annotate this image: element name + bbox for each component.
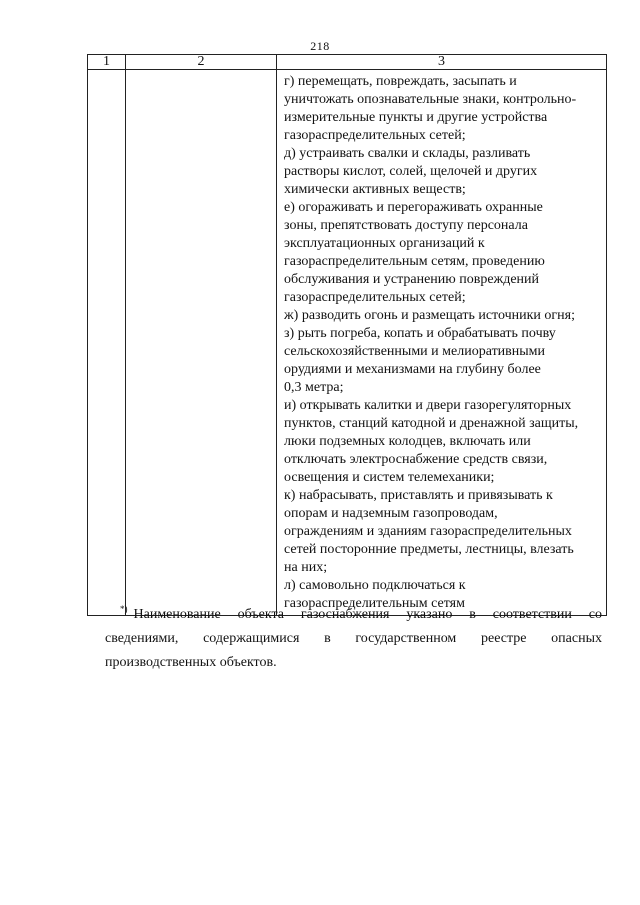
restriction-line: ж) разводить огонь и размещать источники огня; xyxy=(284,308,575,323)
restriction-line: ограждениям и зданиям газораспределительных xyxy=(284,524,572,539)
restriction-line: отключать электроснабжение средств связи, xyxy=(284,452,548,467)
restriction-line: измерительные пункты и другие устройства xyxy=(284,110,548,125)
page-number: 218 xyxy=(310,39,330,53)
restriction-line: растворы кислот, солей, щелочей и других xyxy=(284,164,538,179)
restriction-line: сетей посторонние предметы, лестницы, влезать xyxy=(284,542,574,557)
restriction-line: на них; xyxy=(284,560,328,575)
restriction-line: г) перемещать, повреждать, засыпать и xyxy=(284,74,517,89)
restriction-line: л) самовольно подключаться к xyxy=(284,578,466,593)
column-header-2: 2 xyxy=(126,55,277,70)
restriction-line: сельскохозяйственными и мелиоративными xyxy=(284,344,546,359)
footnote-line-1 xyxy=(105,603,602,627)
restriction-line: д) устраивать свалки и склады, разливать xyxy=(284,146,531,161)
column-header-3: 3 xyxy=(277,55,607,70)
footnote-marker: *) xyxy=(120,604,128,615)
restriction-line: газораспределительным сетям xyxy=(284,596,465,611)
restriction-line: опорам и надземным газопроводам, xyxy=(284,506,498,521)
table-header-row xyxy=(88,55,607,70)
restriction-line: газораспределительных сетей; xyxy=(284,290,466,305)
restriction-line: пунктов, станций катодной и дренажной защиты, xyxy=(284,416,579,431)
table-row xyxy=(88,70,607,616)
table-cell-col1 xyxy=(88,70,126,616)
restriction-line: и) открывать калитки и двери газорегуляторных xyxy=(284,398,572,413)
restriction-line: орудиями и механизмами на глубину более xyxy=(284,362,541,377)
restriction-line: люки подземных колодцев, включать или xyxy=(284,434,531,449)
table-cell-col3 xyxy=(277,70,607,616)
restriction-line: 0,3 метра; xyxy=(284,380,344,395)
restriction-line: обслуживания и устранению повреждений xyxy=(284,272,540,287)
requirements-table xyxy=(87,54,607,616)
footnote-text-1: Наименование объекта газоснабжения указано в соответствии со xyxy=(133,607,602,622)
restriction-line: к) набрасывать, приставлять и привязывать к xyxy=(284,488,553,503)
footnote-line-2: сведениями, содержащимися в государственном реестре опасных xyxy=(105,631,602,646)
column-header-1: 1 xyxy=(88,55,126,70)
restriction-line: е) огораживать и перегораживать охранные xyxy=(284,200,543,215)
restriction-line: химически активных веществ; xyxy=(284,182,466,197)
restriction-line: з) рыть погреба, копать и обрабатывать почву xyxy=(284,326,556,341)
restriction-line: уничтожать опознавательные знаки, контрольно- xyxy=(284,92,577,107)
restriction-line: газораспределительных сетей; xyxy=(284,128,466,143)
table-cell-col2 xyxy=(126,70,277,616)
restriction-line: освещения и систем телемеханики; xyxy=(284,470,495,485)
restriction-line: газораспределительным сетям, проведению xyxy=(284,254,545,269)
footnote xyxy=(105,603,602,675)
restriction-line: эксплуатационных организаций к xyxy=(284,236,485,251)
restriction-line: зоны, препятствовать доступу персонала xyxy=(284,218,528,233)
footnote-line-3: производственных объектов. xyxy=(105,655,277,670)
